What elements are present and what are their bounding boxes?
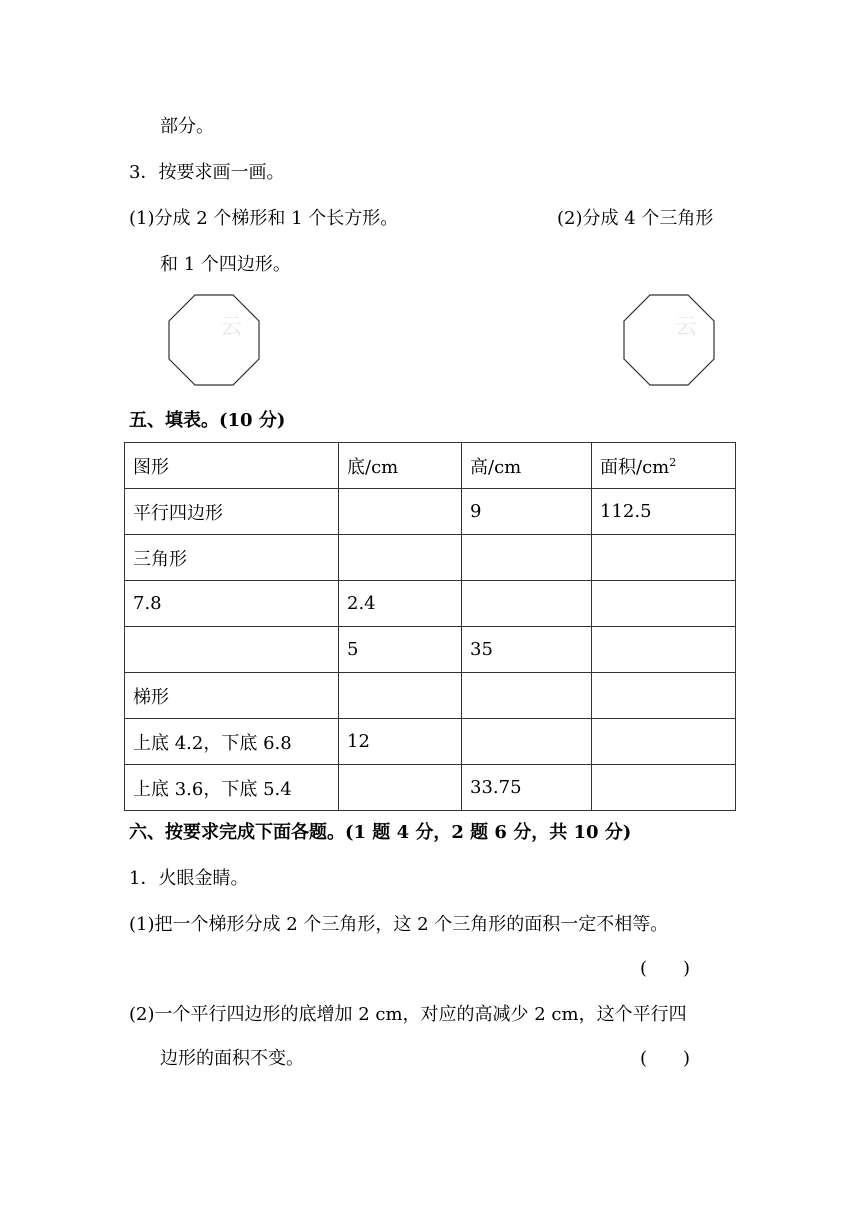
table-cell: 5: [339, 627, 462, 673]
table-row: [125, 765, 736, 811]
table-cell: 35: [462, 627, 592, 673]
question-3-part-1: (1)分成 2 个梯形和 1 个长方形。: [129, 208, 399, 229]
table-cell[interactable]: [592, 581, 736, 627]
table-cell[interactable]: [592, 535, 736, 581]
table-row: [125, 489, 736, 535]
octagon-figure-1: [168, 294, 260, 386]
answer-blank-2[interactable]: ( ): [640, 1048, 691, 1069]
question-1-item-1: (1)把一个梯形分成 2 个三角形，这 2 个三角形的面积一定不相等。: [129, 914, 669, 935]
question-3-part-2-line-1: (2)分成 4 个三角形: [557, 208, 714, 229]
question-1-item-2-line-2: 边形的面积不变。: [160, 1048, 304, 1069]
table-cell[interactable]: [592, 627, 736, 673]
table-cell[interactable]: [339, 489, 462, 535]
table-cell[interactable]: [592, 673, 736, 719]
table-cell: 平行四边形: [125, 489, 339, 535]
table-cell[interactable]: [339, 673, 462, 719]
table-cell: 9: [462, 489, 592, 535]
table-cell[interactable]: [462, 719, 592, 765]
header-shape: 图形: [125, 443, 339, 489]
question-1-title: 1．火眼金睛。: [129, 868, 249, 889]
table-row: [125, 719, 736, 765]
table-cell: 上底 4.2，下底 6.8: [125, 719, 339, 765]
table-header-row: [125, 443, 736, 489]
table-cell: 112.5: [592, 489, 736, 535]
question-3-title: 3．按要求画一画。: [129, 162, 285, 183]
continued-text: 部分。: [160, 116, 214, 137]
table-cell: 2.4: [339, 581, 462, 627]
header-base: 底/cm: [339, 443, 462, 489]
table-row: [125, 673, 736, 719]
watermark-logo: 云: [220, 315, 243, 340]
table-cell: 12: [339, 719, 462, 765]
fill-in-table: [124, 442, 736, 811]
question-1-item-2-line-1: (2)一个平行四边形的底增加 2 cm，对应的高减少 2 cm，这个平行四: [129, 1004, 687, 1025]
table-cell[interactable]: [339, 535, 462, 581]
table-cell[interactable]: [462, 673, 592, 719]
section-5-title: 五、填表。(10 分): [129, 410, 286, 431]
table-row: [125, 627, 736, 673]
table-cell[interactable]: [592, 765, 736, 811]
header-area: 面积$/cm^2$: [592, 443, 736, 489]
table-cell: 上底 3.6，下底 5.4: [125, 765, 339, 811]
table-cell: 7.8: [125, 581, 339, 627]
table-row: [125, 535, 736, 581]
table-cell[interactable]: [339, 765, 462, 811]
section-6-title: 六、按要求完成下面各题。(1 题 4 分，2 题 6 分，共 10 分): [129, 822, 632, 843]
table-cell: 33.75: [462, 765, 592, 811]
table-cell[interactable]: [462, 535, 592, 581]
question-3-part-2-line-2: 和 1 个四边形。: [160, 254, 291, 275]
answer-blank-1[interactable]: ( ): [640, 958, 691, 979]
header-height: 高/cm: [462, 443, 592, 489]
table-cell[interactable]: [125, 627, 339, 673]
table-cell: 三角形: [125, 535, 339, 581]
table-row: [125, 581, 736, 627]
table-cell: 梯形: [125, 673, 339, 719]
table-cell[interactable]: [592, 719, 736, 765]
watermark-logo: 云: [675, 315, 698, 340]
octagon-figure-2: [623, 294, 715, 386]
table-cell[interactable]: [462, 581, 592, 627]
